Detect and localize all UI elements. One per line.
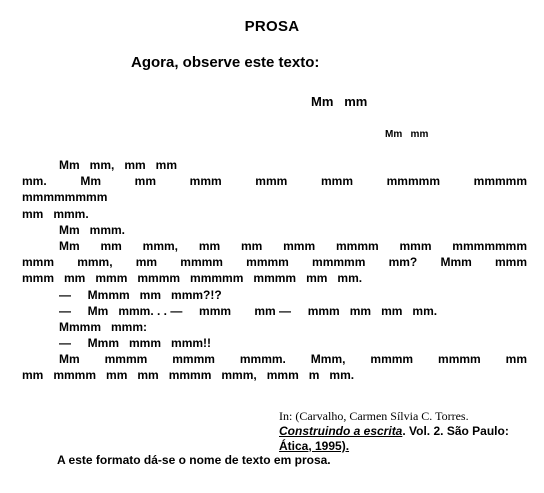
page-title: PROSA bbox=[244, 18, 300, 35]
prose-line: — Mmmm mm mmm?!? bbox=[59, 287, 222, 302]
prose-line: Mmmm mmm: bbox=[59, 319, 148, 334]
text-title: Mm mm bbox=[311, 94, 368, 109]
prose-line: Mm mm mmm, mm mm mmm mmmm mmm mmmmmmm bbox=[59, 238, 527, 253]
citation-source: In: (Carvalho, Carmen Sílvia C. Torres. bbox=[279, 409, 469, 423]
footer-note: A este formato dá-se o nome de texto em prosa. bbox=[57, 453, 331, 467]
prose-line: mmmmmmmm bbox=[22, 190, 108, 205]
prose-line: — Mm mmm. . . — mmm mm — mmm mm mm mm. bbox=[59, 303, 438, 318]
prose-line: Mm mm, mm mm bbox=[59, 158, 178, 172]
text-author: Mm mm bbox=[385, 129, 429, 140]
intro-heading: Agora, observe este texto: bbox=[131, 54, 320, 71]
prose-line: mm. Mm mm mmm mmm mmm mmmmm mmmmm bbox=[22, 174, 527, 189]
citation-book-title: Construindo a escrita bbox=[279, 423, 403, 438]
prose-line: mm mmmm mm mm mmmm mmm, mmm m mm. bbox=[22, 368, 355, 383]
prose-line: — Mmm mmm mmm!! bbox=[59, 336, 212, 351]
citation-publisher: Ática, 1995). bbox=[279, 438, 350, 453]
citation-book-line bbox=[279, 424, 519, 439]
citation-volume: . Vol. 2. São Paulo: bbox=[402, 423, 509, 438]
prose-line: Mm mmmm mmmm mmmm. Mmm, mmmm mmmm mm bbox=[59, 352, 527, 367]
prose-line: mmm mm mmm mmmm mmmmm mmmm mm mm. bbox=[22, 271, 363, 286]
prose-line: mmm mmm, mm mmmm mmmm mmmmm mm? Mmm mmm bbox=[22, 255, 527, 270]
prose-line: mm mmm. bbox=[22, 206, 89, 221]
prose-line: Mm mmm. bbox=[59, 222, 126, 237]
prose-text bbox=[22, 157, 527, 384]
citation bbox=[279, 409, 519, 453]
